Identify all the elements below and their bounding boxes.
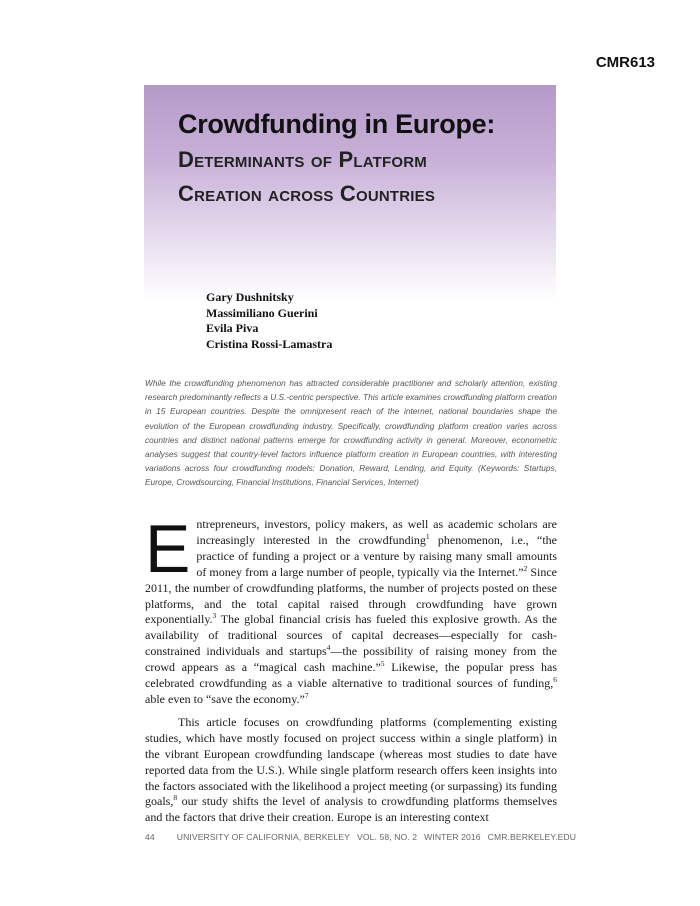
text-run: The global financial crisis has fueled this explosive growth. As the availability of traditional sources of capital decreases—especially for cash-constrained individuals and startups — [145, 612, 557, 659]
footnote-ref[interactable]: 5 — [380, 659, 385, 669]
text-run: our study shifts the level of analysis to crowdfunding platforms themselves and the factors that drive their creation. Europe is an interesting context — [145, 794, 557, 825]
text-run: able even to “save the economy.” — [145, 691, 305, 706]
body-paragraph-2 — [145, 715, 557, 826]
page-number: 44 — [145, 832, 155, 842]
author-name: Massimiliano Guerini — [206, 305, 318, 320]
body-paragraph-1 — [145, 511, 558, 708]
text-run: This article focuses on crowdfunding platforms (complementing existing studies, which have mostly focused on project success within a single platform) in the vibrant European crowdfunding landscape (whereas most studies to date have reported data from the U.S.). While single platform research offers keen insights into the factors associated with the likelihood a project meeting (or surpassing) its funding goals, — [145, 714, 557, 809]
footnote-ref[interactable]: 4 — [326, 643, 331, 653]
page-footer — [145, 832, 583, 842]
author-name: Gary Dushnitsky — [206, 290, 294, 304]
title-panel — [144, 85, 556, 300]
journal-website[interactable]: CMR.BERKELEY.EDU — [487, 832, 577, 842]
author-name: Evila Piva — [206, 321, 259, 335]
text-run: Since 2011, the number of crowdfunding platforms, the number of projects posted on these platforms, and the total capital raised through crowdfunding have grown exponentially. — [145, 564, 557, 627]
footnote-ref[interactable]: 6 — [553, 675, 557, 685]
footnote-ref[interactable]: 2 — [523, 563, 528, 573]
article-subtitle-line-1: Determinants of Platform — [178, 147, 427, 172]
footnote-ref[interactable]: 8 — [173, 793, 178, 803]
author-name: Cristina Rossi-Lamastra — [206, 336, 333, 351]
drop-cap: E — [145, 511, 191, 587]
article-title: Crowdfunding in Europe: — [178, 109, 496, 139]
volume-info: VOL. 58, NO. 2 — [357, 832, 418, 842]
article-body — [145, 511, 558, 826]
document-code: CMR613 — [595, 54, 655, 71]
publisher-name: UNIVERSITY OF CALIFORNIA, BERKELEY — [176, 832, 351, 842]
text-run: Likewise, the popular press has celebrated crowdfunding as a viable alternative to traditional sources of funding, — [145, 660, 558, 691]
abstract: While the crowdfunding phenomenon has attracted considerable practitioner and scholarly attention, existing research predominantly reflects a U.S.-centric perspective. This article examines crowdfunding platform creation in 15 European countries. Despite the omnipresent reach of the internet, national boundaries shape the evolution of the European crowdfunding industry. Specifically, crowdfunding platform creation varies across countries and distinct national patterns emerge for crowdfunding activity in general. Moreover, econometric analyses suggest that country-level factors influence platform creation in European countries, with interesting variations across four crowdfunding models: Donation, Reward, Lending, and Equity. (Keywords: Startups, Europe, Crowdsourcing, Financial Institutions, Financial Services, Internet) — [145, 378, 557, 488]
text-run: phenomenon, i.e., “the practice of funding a project or a venture by raising many small amounts of money from a large number of people, typically via the Internet.” — [196, 532, 557, 579]
author-list — [206, 290, 332, 352]
footnote-ref[interactable]: 1 — [425, 531, 430, 541]
text-run: —the possibility of raising money from the crowd appears as a “magical cash machine.” — [145, 644, 557, 675]
article-subtitle-line-2: Creation across Countries — [178, 181, 436, 206]
footnote-ref[interactable]: 7 — [304, 690, 309, 700]
issue-info: WINTER 2016 — [424, 832, 481, 842]
text-run: ntrepreneurs, investors, policy makers, as well as academic scholars are increasingly interested in the crowdfunding — [196, 517, 557, 547]
footnote-ref[interactable]: 3 — [212, 611, 217, 621]
